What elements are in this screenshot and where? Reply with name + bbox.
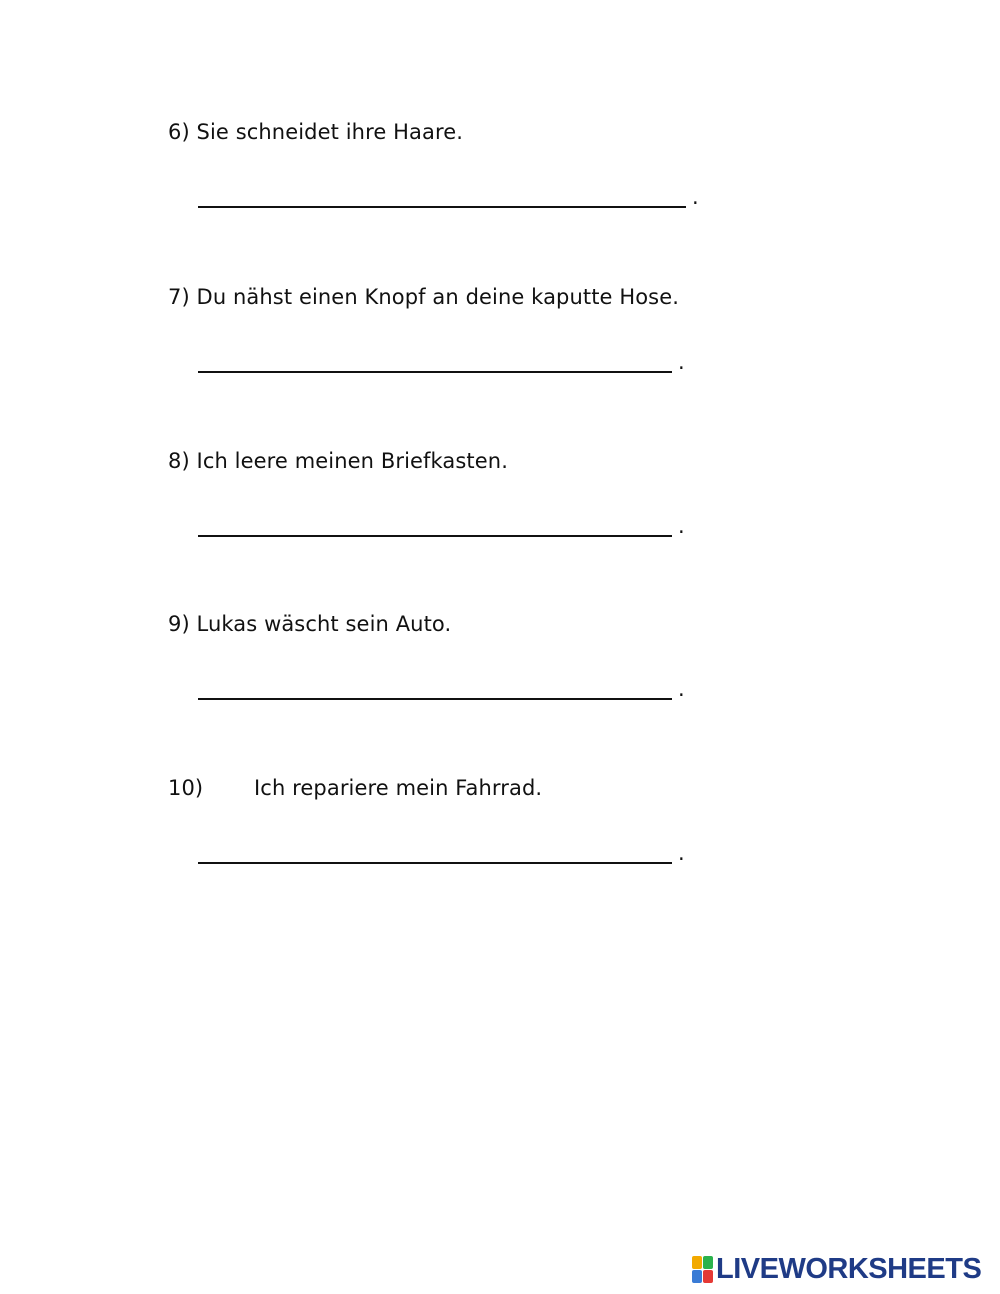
question-sentence: Du nähst einen Knopf an deine kaputte Hose. (196, 285, 680, 309)
question-text (168, 774, 808, 802)
question-sentence: Sie schneidet ihre Haare. (196, 120, 464, 144)
answer-period: . (678, 514, 685, 538)
question-sentence: Lukas wäscht sein Auto. (196, 612, 452, 636)
answer-period: . (678, 350, 685, 374)
logo-tile-icon (703, 1256, 713, 1269)
answer-input-7[interactable] (198, 351, 672, 373)
answer-input-10[interactable] (198, 842, 672, 864)
answer-input-8[interactable] (198, 515, 672, 537)
answer-row (198, 676, 685, 700)
question-number: 7) (168, 285, 190, 309)
logo-tile-icon (692, 1270, 702, 1283)
question-text (168, 610, 808, 638)
exercise-8 (168, 447, 808, 538)
question-sentence: Ich leere meinen Briefkasten. (196, 449, 508, 473)
liveworksheets-logo[interactable] (692, 1254, 981, 1284)
answer-row (198, 840, 685, 864)
exercise-10 (168, 774, 808, 865)
answer-period: . (678, 841, 685, 865)
question-number: 8) (168, 449, 190, 473)
answer-period: . (678, 677, 685, 701)
logo-wordmark: LIVEWORKSHEETS (716, 1252, 982, 1285)
liveworksheets-logo-icon (692, 1256, 712, 1282)
answer-row (198, 513, 685, 537)
question-number: 10) (168, 776, 204, 800)
answer-row (198, 349, 685, 373)
question-text (168, 283, 808, 311)
question-number: 9) (168, 612, 190, 636)
answer-input-9[interactable] (198, 678, 672, 700)
question-number: 6) (168, 120, 190, 144)
question-text (168, 447, 808, 475)
logo-tile-icon (692, 1256, 702, 1269)
exercise-6 (168, 118, 808, 209)
exercise-9 (168, 610, 808, 701)
question-sentence: Ich repariere mein Fahrrad. (254, 776, 543, 800)
answer-period: . (692, 185, 699, 209)
question-text (168, 118, 808, 146)
logo-tile-icon (703, 1270, 713, 1283)
exercise-7 (168, 283, 808, 374)
answer-row (198, 184, 699, 208)
answer-input-6[interactable] (198, 186, 686, 208)
